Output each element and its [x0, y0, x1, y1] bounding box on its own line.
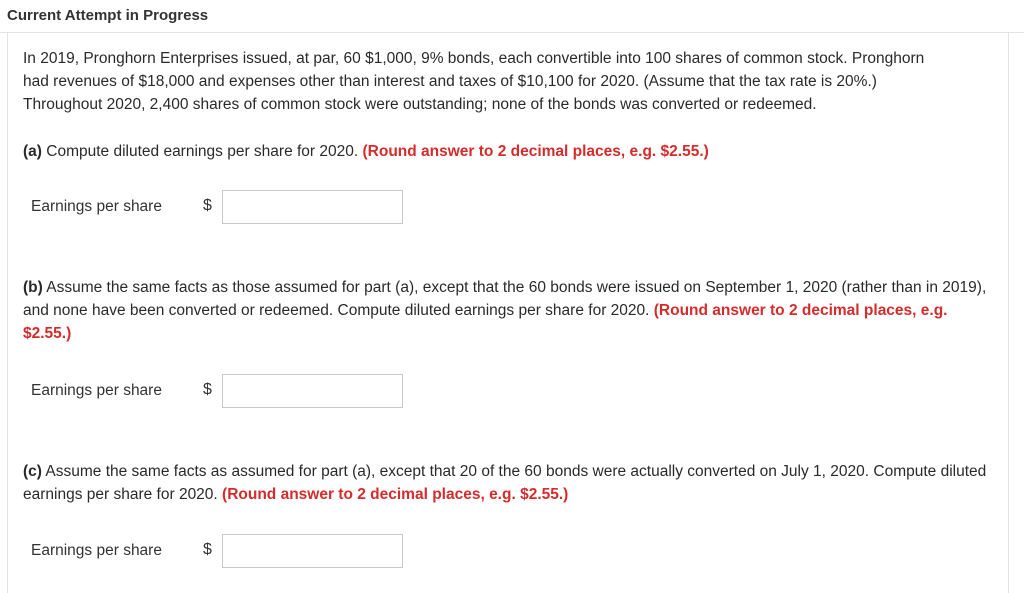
problem-statement	[23, 47, 998, 116]
part-c-letter: (c)	[23, 463, 42, 480]
part-b-label: Earnings per share	[31, 382, 162, 399]
part-c-question	[23, 460, 998, 506]
part-a-label: Earnings per share	[31, 198, 162, 215]
part-c-dollar-sign: $	[203, 541, 212, 558]
part-b-letter: (b)	[23, 279, 43, 296]
problem-line-2: had revenues of $18,000 and expenses other than interest and taxes of $10,100 for 2020. (Assume that the tax rate is 20%.)	[23, 73, 877, 90]
part-a-question	[23, 140, 998, 163]
part-b-question	[23, 276, 998, 345]
page-title: Current Attempt in Progress	[7, 7, 209, 24]
header-bar	[0, 0, 1024, 33]
part-c-label: Earnings per share	[31, 542, 162, 559]
part-a-letter: (a)	[23, 143, 42, 160]
problem-line-1: In 2019, Pronghorn Enterprises issued, at par, 60 $1,000, 9% bonds, each convertible into 100 shares of common stock. Pronghorn	[23, 50, 925, 67]
problem-line-3: Throughout 2020, 2,400 shares of common stock were outstanding; none of the bonds was converted or redeemed.	[23, 96, 817, 113]
part-a-hint: (Round answer to 2 decimal places, e.g. $2.55.)	[362, 143, 709, 160]
part-c-text: Assume the same facts as assumed for part (a), except that 20 of the 60 bonds were actually converted on July 1, 2020. Compute diluted earnings per share for 2020.	[23, 463, 987, 503]
part-b-eps-input[interactable]	[222, 374, 403, 408]
part-c-eps-input[interactable]	[222, 534, 403, 568]
part-b-text: Assume the same facts as those assumed for part (a), except that the 60 bonds were issued on September 1, 2020 (rather than in 2019), and none have been converted or redeemed. Compute diluted earnings per share for 2020.	[23, 279, 987, 319]
part-a-eps-input[interactable]	[222, 190, 403, 224]
part-a-dollar-sign: $	[203, 197, 212, 214]
part-c-hint: (Round answer to 2 decimal places, e.g. $2.55.)	[222, 486, 569, 503]
part-b-dollar-sign: $	[203, 381, 212, 398]
part-b-hint: (Round answer to 2 decimal places, e.g. $2.55.)	[23, 302, 948, 342]
part-a-text: Compute diluted earnings per share for 2020.	[46, 143, 359, 160]
